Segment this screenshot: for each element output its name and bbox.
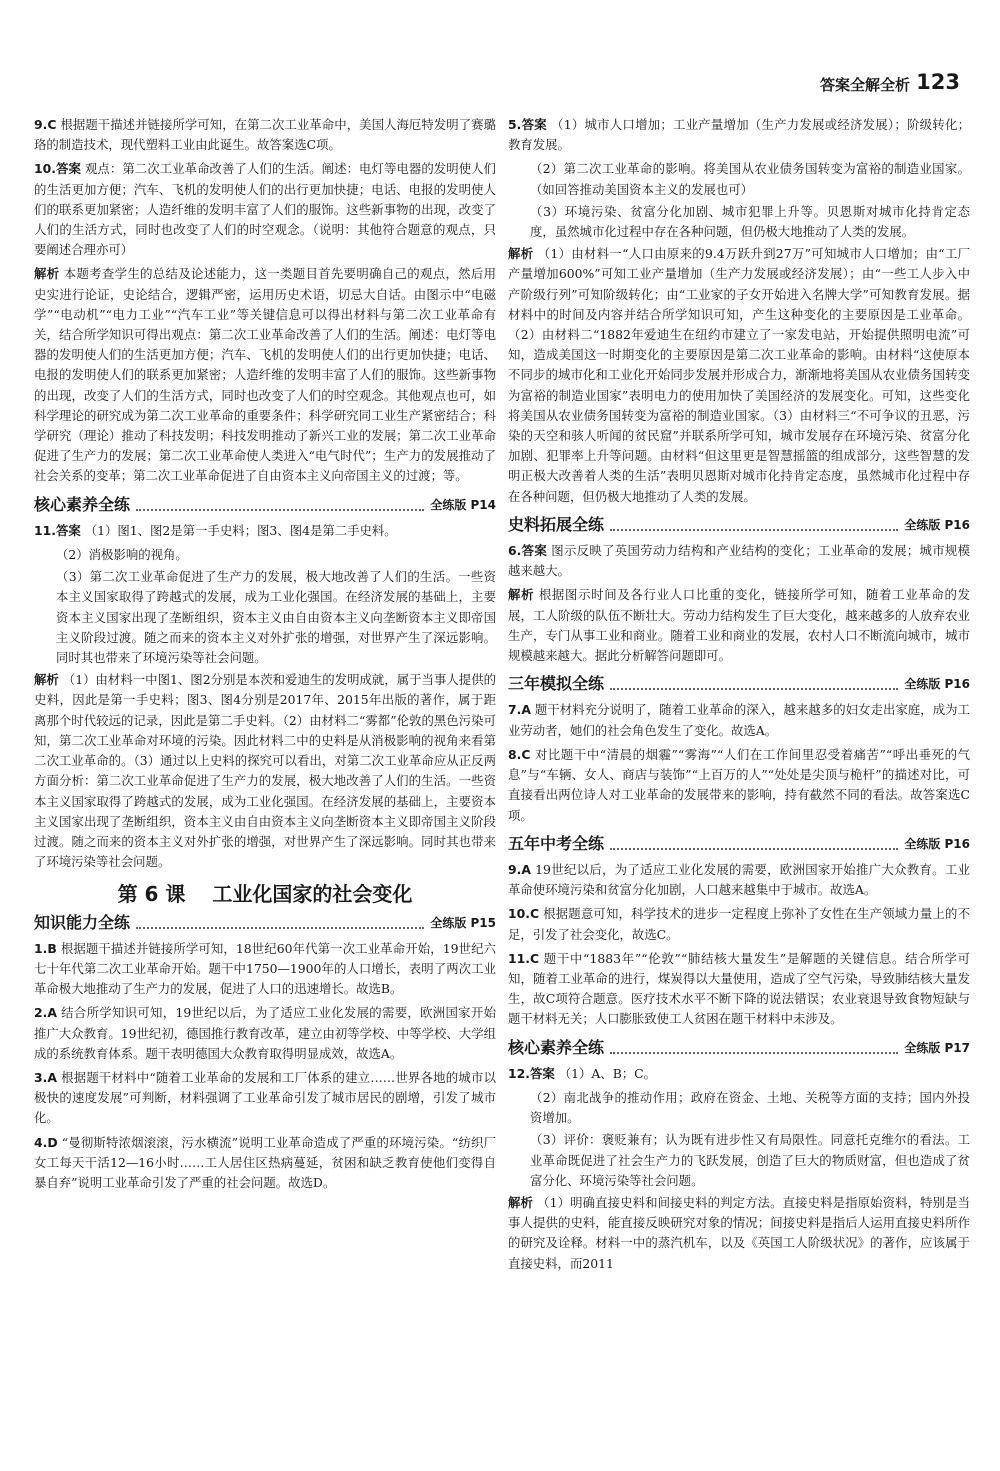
dotted-leader — [610, 519, 898, 531]
item-number: 6.答案 — [508, 543, 548, 559]
section-heading — [508, 674, 970, 694]
dotted-leader — [610, 838, 898, 850]
section-heading — [34, 913, 496, 933]
item-number: 3.A — [34, 1069, 57, 1085]
item-text: （1）图1、图2是第一手史料；图3、图4是第二手史料。 — [84, 522, 397, 538]
item-number: 8.C — [508, 746, 531, 762]
page-header — [0, 70, 1000, 110]
answer-item — [34, 1133, 496, 1194]
section-heading — [508, 834, 970, 854]
item-number: 9.C — [34, 117, 57, 132]
item-number: 10.答案 — [34, 161, 81, 177]
item-text: 题干中“1883年”“伦敦”“肺结核大量发生”是解题的关键信息。结合所学可知，随着工业革命的进行，煤炭得以大量使用，造成了空气污染，导致肺结核大量发生，故C项符合题意。医疗技术水平不断下降的说法错误；农业衰退导致食物短缺与题干材料无关；人口膨胀致使工人贫困在题干材料中未涉及。 — [508, 950, 970, 1027]
item-text: 结合所学知识可知，19世纪以后，为了适应工业化发展的需要，欧洲国家开始推广大众教育。19世纪初，德国推行教育改革，建立由初等学校、中等学校、大学组成的系统教育体系。题干表明德国大众教育取得明显成效，故选A。 — [34, 1005, 496, 1061]
dotted-leader — [136, 917, 424, 929]
analysis-item — [508, 244, 970, 507]
analysis-label: 解析 — [508, 1194, 534, 1210]
section-title: 核心素养全练 — [508, 1037, 605, 1057]
item-number: 4.D — [34, 1134, 58, 1150]
analysis-item — [34, 670, 496, 872]
answer-item — [34, 521, 496, 541]
item-text: 对比题干中“清晨的烟霾”“雾海”“人们在工作间里忍受着痛苦”“呼出垂死的气息”与“车辆、女人、商店与装饰”“上百万的人”“处处是尖顶与桅杆”的描述对比，可直接看出两位诗人对工业革命的发展带来的影响，持有截然不同的看法。故答案选C项。 — [508, 746, 970, 823]
analysis-item — [34, 264, 496, 486]
left-column — [34, 115, 496, 1197]
section-ref: 全练版 P16 — [904, 517, 970, 532]
answer-line: （2）消极影响的视角。 — [56, 547, 188, 563]
item-number: 7.A — [508, 702, 531, 718]
item-text: （1）A、B；C。 — [558, 1065, 657, 1081]
answer-line: （3）评价：褒贬兼有；认为既有进步性又有局限性。同意托克维尔的看法。工业革命既促进了社会生产力的飞跃发展，创造了巨大的物质财富，但也造成了贫富分化、环境污染等社会问题。 — [530, 1132, 970, 1188]
item-text: 本题考查学生的总结及论述能力，这一类题目首先要明确自己的观点，然后用史实进行论证，史论结合，逻辑严密，运用历史术语，切忌大自话。由图示中“电磁学”“电动机”“电力工业”“汽车工业”等关键信息可以得出材料与第二次工业革命有关，结合所学知识可得出观点：第二次工业革命改善了人们的生活。阐述：电灯等电器的发明使人们的生活更加方便；汽车、飞机的发明使人们的出行更加快捷；电话、电报的发明使人们的联系更加紧密；人造纤维的发明丰富了人们的服饰。这些新事物的出现，改变了人们的生活方式，同时也改变了人们的时空观念。其他观点也可，如科学理论的研究成为第二次工业革命的重要条件；科学研究同工业生产紧密结合；科学研究（理论）推动了科技发明；科技发明推动了新兴工业的发展；第二次工业革命促进了生产力的发展；第二次工业革命使人类进入“电气时代”；生产力的发展推动了社会关系的变革；第二次工业革命促进了自由资本主义向帝国主义的过渡；等。 — [34, 266, 497, 484]
item-text: “曼彻斯特浓烟滚滚，污水横流”说明工业革命造成了严重的环境污染。“纺织厂女工每天干活12—16小时……工人居住区热病蔓延，贫困和缺乏教育使他们变得自暴自弃”说明工业革命引发了严重的社会问题。故选D。 — [34, 1134, 496, 1190]
answer-item — [508, 745, 970, 826]
section-ref: 全练版 P17 — [904, 1040, 970, 1055]
lesson-number: 第 6 课 — [117, 882, 186, 907]
section-title: 史料拓展全练 — [508, 514, 605, 534]
section-title: 五年中考全练 — [508, 833, 605, 853]
item-number: 1.B — [34, 940, 57, 956]
analysis-label: 解析 — [508, 246, 534, 262]
analysis-item — [508, 585, 970, 666]
right-column — [508, 115, 970, 1278]
section-title: 知识能力全练 — [34, 912, 131, 932]
header-title: 答案全解全析 — [819, 76, 910, 94]
item-text: 题干材料充分说明了，随着工业革命的深入，越来越多的妇女走出家庭，成为工业劳动者，她们的社会角色发生了变化。故选A。 — [508, 702, 970, 738]
answer-item — [508, 1064, 970, 1084]
item-number: 5.答案 — [508, 117, 547, 132]
answer-item — [34, 1068, 496, 1129]
answer-line: （2）第二次工业革命的影响。将美国从农业债务国转变为富裕的制造业国家。（如回答推动美国资本主义的发展也可） — [530, 161, 970, 197]
answer-item — [34, 1003, 496, 1064]
item-text: 根据题意可知，科学技术的进步一定程度上弥补了女性在生产领域力量上的不足，引发了社会变化，故选C。 — [508, 906, 970, 942]
item-text: 根据题干描述并链接所学可知，在第二次工业革命中，美国人海厄特发明了赛璐珞的制造技术，现代塑料工业由此诞生。故答案选C项。 — [34, 117, 496, 153]
item-number: 11.答案 — [34, 522, 81, 538]
answer-item — [508, 541, 970, 581]
analysis-label: 解析 — [508, 587, 535, 603]
answer-line: （2）南北战争的推动作用；政府在资金、土地、关税等方面的支持；国内外投资增加。 — [530, 1089, 970, 1126]
answer-item — [34, 159, 496, 260]
answer-item — [508, 904, 970, 944]
item-text: 观点：第二次工业革命改善了人们的生活。阐述：电灯等电器的发明使人们的生活更加方便；汽车、飞机的发明使人们的出行更加快捷；电话、电报的发明使人们的联系更加紧密；人造纤维的发明丰富了人们的服饰。这些新事物的出现，改变了人们的生活方式，同时也改变了人们的时空观念。（说明：其他符合题意的观点，只要阐述合理亦可） — [34, 161, 496, 258]
section-heading — [34, 495, 496, 515]
analysis-item — [508, 1193, 970, 1274]
section-ref: 全练版 P14 — [430, 497, 496, 512]
answer-item — [508, 700, 970, 740]
item-text: 根据图示时间及各行业人口比重的变化，链接所学可知，随着工业革命的发展，工人阶级的队伍不断壮大。劳动力结构发生了巨大变化，越来越多的人放弃农业生产，专门从事工业和商业。随着工业和商业的发展，农村人口不断流向城市，城市规模越来越大。据此分析解答问题即可。 — [508, 587, 971, 664]
item-text: （1）明确直接史料和间接史料的判定方法。直接史料是指原始资料，特别是当事人提供的史料，能直接反映研究对象的情况；间接史料是指后人运用直接史料所作的研究及诠释。材料一中的蒸汽机车，以及《英国工人阶级状况》的著作，应该属于直接史料，而2011 — [508, 1194, 971, 1271]
dotted-leader — [136, 499, 424, 511]
item-number: 12.答案 — [508, 1065, 555, 1081]
lesson-title — [34, 882, 496, 907]
section-ref: 全练版 P15 — [430, 915, 496, 930]
answer-item — [508, 949, 970, 1030]
section-title: 三年模拟全练 — [508, 674, 605, 694]
section-ref: 全练版 P16 — [904, 677, 970, 692]
section-ref: 全练版 P16 — [904, 836, 970, 851]
section-heading — [508, 1038, 970, 1058]
section-title: 核心素养全练 — [34, 494, 131, 514]
page-number: 123 — [916, 70, 960, 94]
analysis-label: 解析 — [34, 672, 59, 688]
answer-item — [34, 939, 496, 1000]
analysis-label: 解析 — [34, 266, 60, 282]
item-text: （1）城市人口增加；工业产量增加（生产力发展或经济发展）；阶级转化；教育发展。 — [508, 117, 970, 153]
answer-item — [508, 115, 970, 155]
answer-item — [34, 115, 496, 155]
answer-item — [508, 860, 970, 900]
item-text: （1）由材料一中图1、图2分别是本茨和爱迪生的发明成就，属于当事人提供的史料，因此是第一手史料；图3、图4分别是2017年、2015年出版的著作，属于距离那个时代较远的记录，因此是第二手史料。（2）由材料二“雾都”伦敦的黑色污染可知，第二次工业革命对环境的污染。因此材料二中的史料是从消极影响的视角来看第二次工业革命的。（3）通过以上史料的探究可以看出，对第二次工业革命应从正反两方面分析：第二次工业革命促进了生产力的发展，极大地改善了人们的生活。一些资本主义国家取得了跨越式的发展，成为工业化强国。在经济发展的基础上，主要资本主义国家出现了垄断组织，资本主义由自由资本主义向垄断资本主义即帝国主义阶段过渡。随之而来的资本主义对外扩张的增强，对世界产生了深远影响。同时其也带来了环境污染等社会问题。 — [34, 672, 496, 870]
item-number: 10.C — [508, 906, 540, 922]
item-number: 11.C — [508, 950, 540, 966]
lesson-name: 工业化国家的社会变化 — [212, 882, 413, 907]
item-text: （1）由材料一“人口由原来的9.4万跃升到27万”可知城市人口增加；由“工厂产量增加600%”可知工业产量增加（生产力发展或经济发展）；由“一些工人步入中产阶级行列”可知阶级转化；由“工业家的子女开始进入名牌大学”可知教育发展。据材料中的时间及内容并结合所学知识可知，产生这种变化的主要原因是工业革命。（2）由材料二“1882年爱迪生在纽约市建立了一家发电站，开始提供照明电流”可知，造成美国这一时期变化的主要原因是第二次工业革命的影响。由材料“这使原本不同步的城市化和工业化开始同步发展并形成合力，渐渐地将美国从农业债务国转变为富裕的制造业国家”表明电力的使用加快了美国经济的发展变化。可知，这些变化将美国从农业债务国转变为富裕的制造业国家。（3）由材料三“不可争议的丑恶，污染的天空和骇人听闻的贫民窟”并联系所学可知，城市发展存在环境污染、贫富分化加剧、犯罪率上升等问题。由材料“但这里更是智慧摇篮的组成部分，这些智慧的发明正极大改善着人类的生活”表明贝恩斯对城市化持肯定态度，虽然城市化过程中存在各种问题，但仍极大地推动了人类的发展。 — [508, 246, 971, 504]
dotted-leader — [610, 1042, 898, 1054]
item-number: 2.A — [34, 1005, 57, 1021]
item-text: 图示反映了英国劳动力结构和产业结构的变化；工业革命的发展；城市规模越来越大。 — [508, 543, 970, 579]
dotted-leader — [610, 678, 898, 690]
section-heading — [508, 515, 970, 535]
answer-line: （3）环境污染、贫富分化加剧、城市犯罪上升等。贝恩斯对城市化持肯定态度，虽然城市化过程中存在各种问题，但仍极大地推动了人类的发展。 — [530, 203, 970, 240]
item-text: 根据题干材料中“随着工业革命的发展和工厂体系的建立……世界各地的城市以极快的速度发展”可判断，材料强调了工业革命引发了城市居民的剧增，引发了城市化。 — [34, 1069, 496, 1126]
item-text: 19世纪以后，为了适应工业化发展的需要，欧洲国家开始推广大众教育。工业革命使环境污染和贫富分化加剧，人口越来越集中于城市。故选A。 — [508, 861, 970, 898]
answer-line: （3）第二次工业革命促进了生产力的发展，极大地改善了人们的生活。一些资本主义国家取得了跨越式的发展，成为工业化强国。在经济发展的基础上，主要资本主义国家出现了垄断组织，资本主义由自由资本主义向垄断资本主义即帝国主义阶段过渡。随之而来的资本主义对外扩张的增强，对世界产生了深远影响。同时其也带来了环境污染等社会问题。 — [56, 569, 496, 666]
item-text: 根据题干描述并链接所学可知，18世纪60年代第一次工业革命开始，19世纪六七十年代第二次工业革命开始。题干中1750—1900年的人口增长，表明了两次工业革命极大地推动了生产力的发展，促进了人口的迅速增长。故选B。 — [34, 940, 496, 997]
item-number: 9.A — [508, 861, 531, 877]
